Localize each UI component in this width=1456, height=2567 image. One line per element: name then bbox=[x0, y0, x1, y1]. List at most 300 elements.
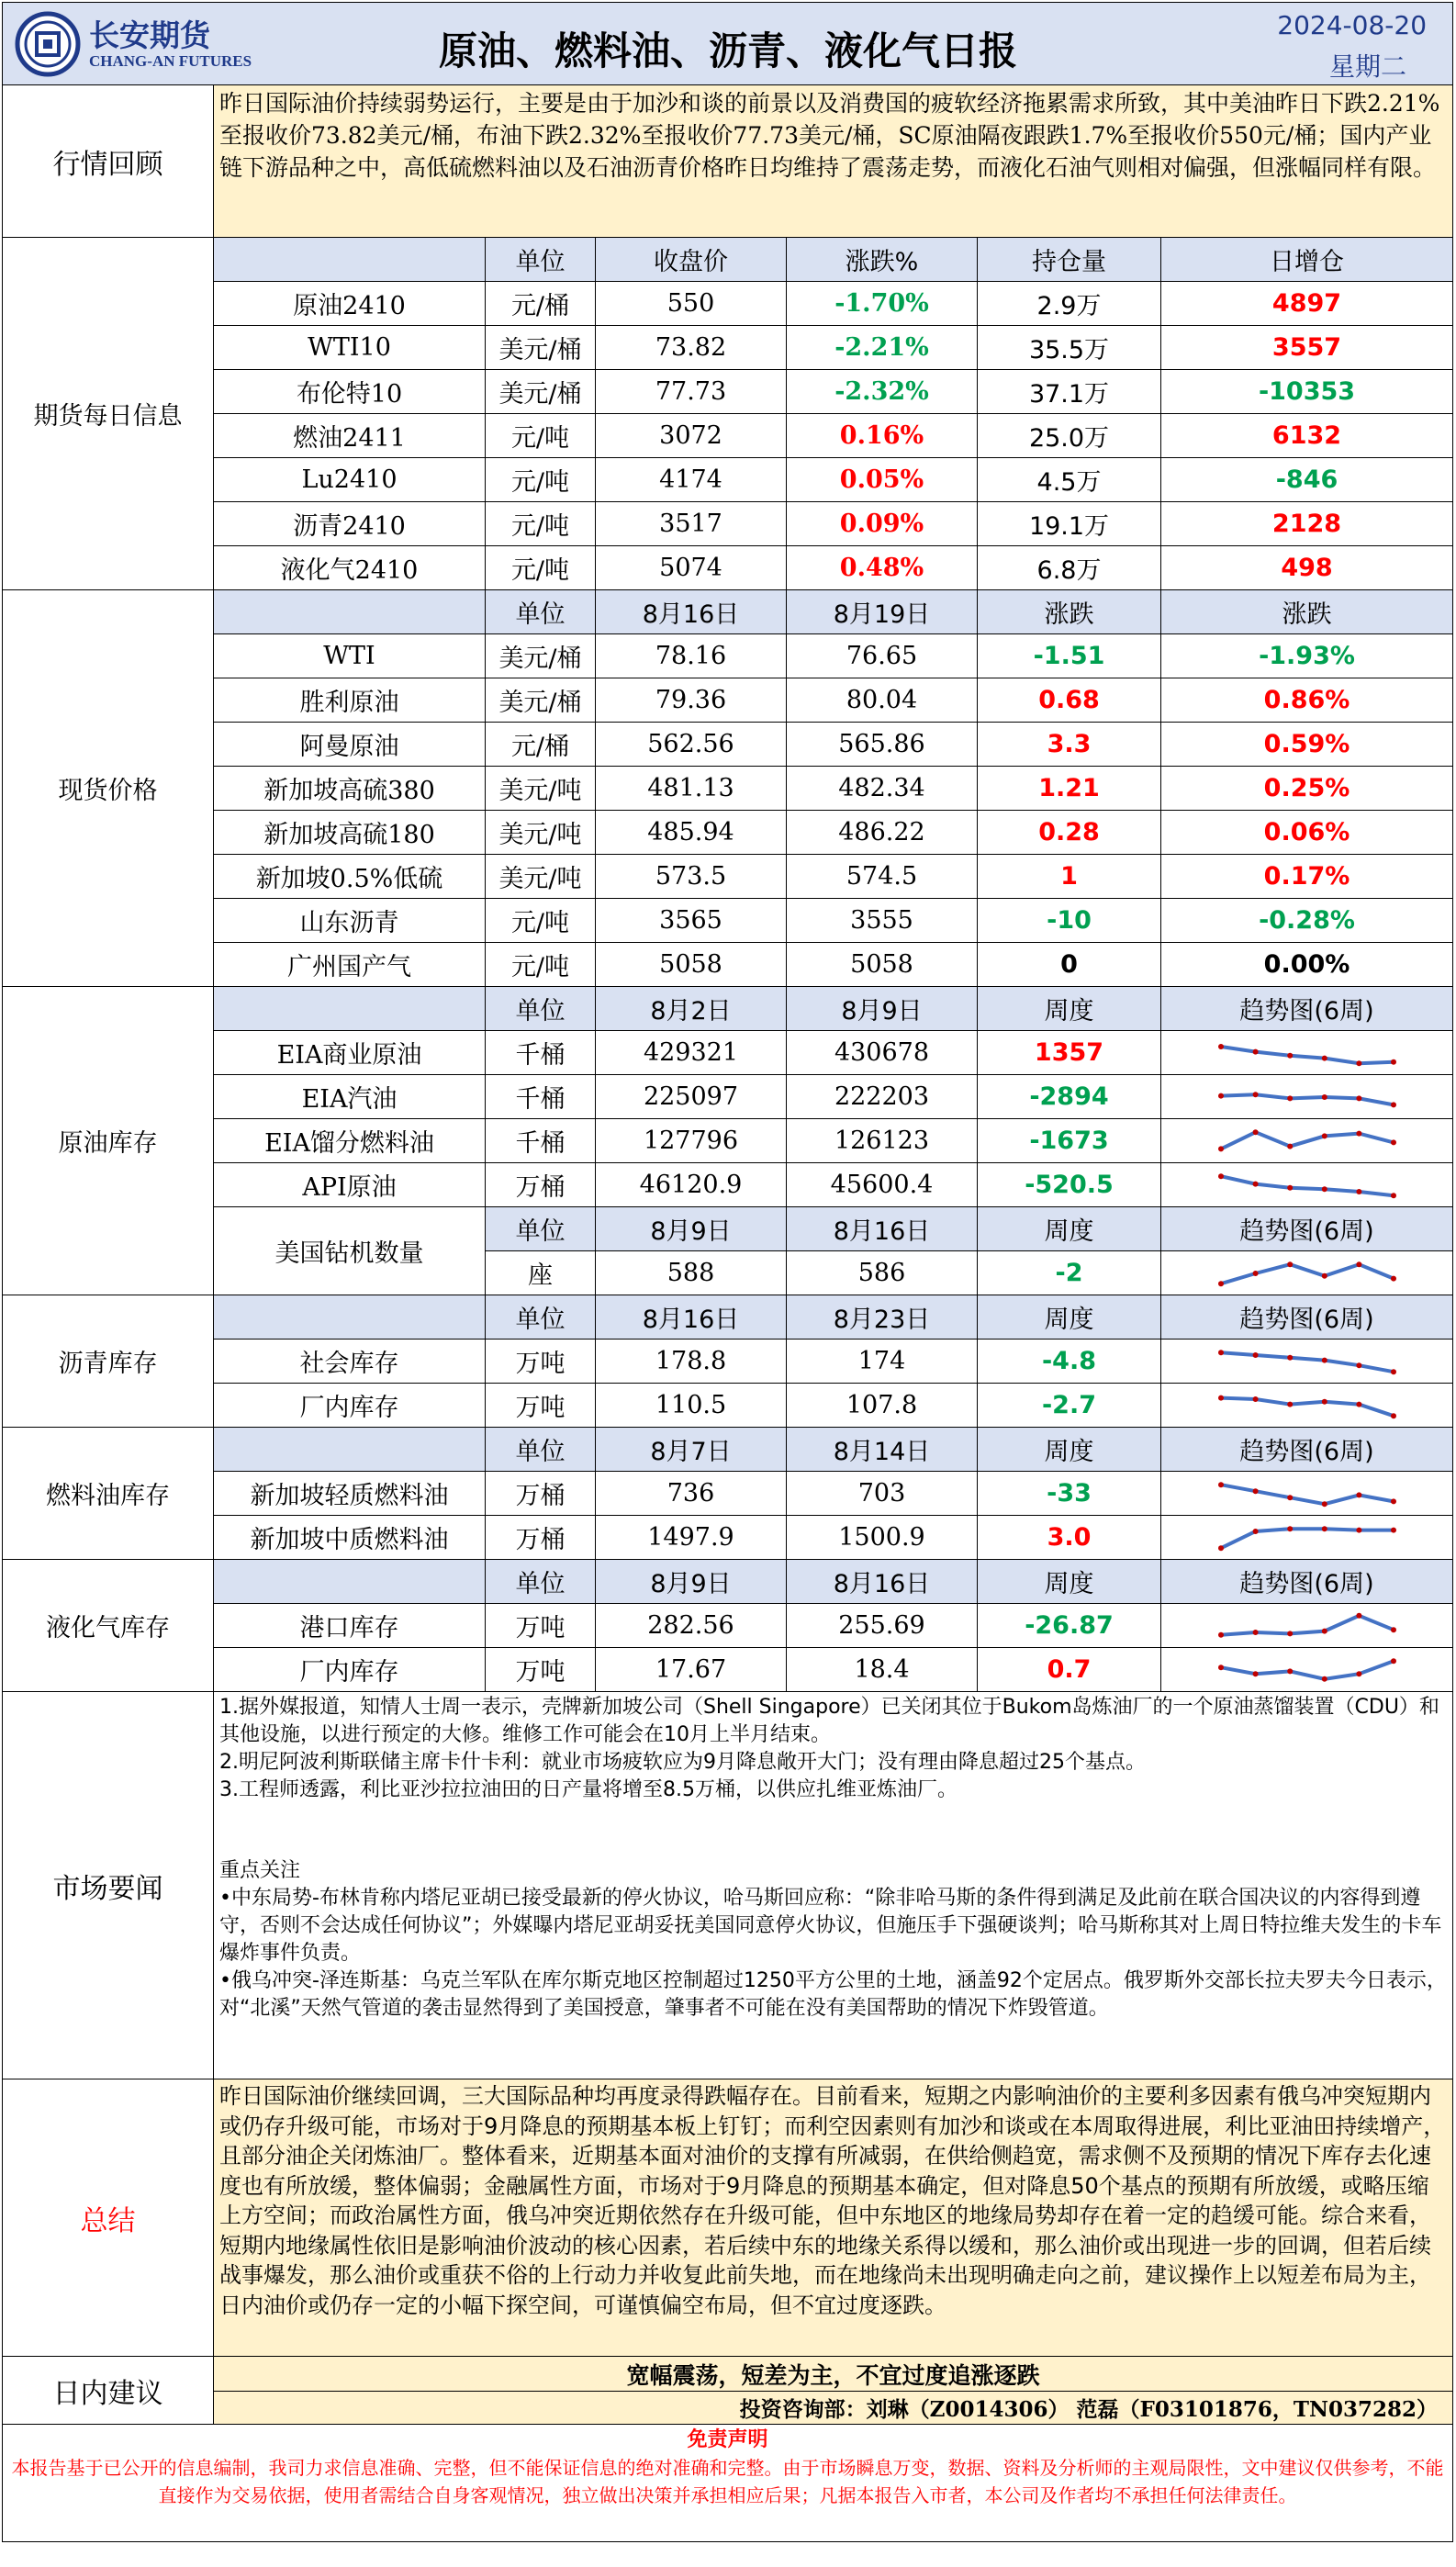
unit-cell: 元/吨 bbox=[486, 899, 596, 943]
trend-point bbox=[1252, 1488, 1258, 1494]
col-header: 趋势图(6周) bbox=[1161, 1560, 1453, 1604]
curr-value: 174 bbox=[787, 1340, 978, 1384]
focus-item: •俄乌冲突-泽连斯基：乌克兰军队在库尔斯克地区控制超过1250平方公里的土地，涵盖92个定居点。俄罗斯外交部长拉夫罗夫今日表示，对“北溪”天然气管道的袭击显然得到了美国授意，肇事者不可能在没有美国帮助的情况下炸毁管道。 bbox=[219, 1969, 1447, 2020]
trend-point bbox=[1252, 1271, 1258, 1276]
trend-point bbox=[1356, 1261, 1361, 1267]
col-header: 8月16日 bbox=[787, 1560, 978, 1604]
trend-point bbox=[1391, 1369, 1396, 1374]
summary-row bbox=[3, 2079, 1453, 2357]
trend-line bbox=[1221, 1094, 1394, 1104]
product-name: 阿曼原油 bbox=[214, 723, 486, 767]
prev-price: 573.5 bbox=[596, 855, 787, 899]
curr-value: 430678 bbox=[787, 1031, 978, 1075]
futures-row bbox=[3, 458, 1453, 502]
curr-price: 574.5 bbox=[787, 855, 978, 899]
inventory-row bbox=[3, 1472, 1453, 1516]
trend-point bbox=[1218, 1545, 1224, 1551]
col-header: 趋势图(6周) bbox=[1161, 987, 1453, 1031]
change-pct: -2.21% bbox=[787, 326, 978, 370]
prev-value: 282.56 bbox=[596, 1604, 787, 1648]
open-interest: 25.0万 bbox=[978, 414, 1161, 458]
inventory-row bbox=[3, 1031, 1453, 1075]
col-header: 单位 bbox=[486, 590, 596, 634]
spot-row bbox=[3, 899, 1453, 943]
trend-point bbox=[1218, 1281, 1224, 1286]
col-header: 收盘价 bbox=[596, 238, 787, 282]
trend-point bbox=[1287, 1261, 1293, 1267]
trend-point bbox=[1321, 1526, 1327, 1531]
inventory-row bbox=[3, 1516, 1453, 1560]
trend-point bbox=[1287, 1631, 1293, 1636]
asphalt-inv-label: 沥青库存 bbox=[3, 1295, 214, 1428]
trend-point bbox=[1391, 1627, 1396, 1632]
curr-value: 1500.9 bbox=[787, 1516, 978, 1560]
price-change-pct: 0.86% bbox=[1161, 678, 1453, 723]
trend-point bbox=[1218, 1146, 1224, 1151]
trend-point bbox=[1287, 1495, 1293, 1500]
col-header: 8月23日 bbox=[787, 1295, 978, 1340]
crude-inv-header bbox=[3, 987, 1453, 1031]
curr-value: 107.8 bbox=[787, 1384, 978, 1428]
col-header: 单位 bbox=[486, 1207, 596, 1251]
unit-cell: 美元/桶 bbox=[486, 326, 596, 370]
open-interest: 6.8万 bbox=[978, 546, 1161, 590]
trend-point bbox=[1218, 1350, 1224, 1355]
advice-row bbox=[3, 2357, 1453, 2392]
col-header: 8月19日 bbox=[787, 590, 978, 634]
product-name: 新加坡高硫180 bbox=[214, 811, 486, 855]
trend-point bbox=[1287, 1143, 1293, 1149]
trend-chart bbox=[1161, 1251, 1453, 1295]
col-header: 单位 bbox=[486, 238, 596, 282]
unit-cell: 千桶 bbox=[486, 1031, 596, 1075]
prev-value: 225097 bbox=[596, 1075, 787, 1119]
contract-name: WTI10 bbox=[214, 326, 486, 370]
daily-report bbox=[2, 2, 1452, 2563]
asphalt-inv-header bbox=[3, 1295, 1453, 1340]
focus-item: •中东局势-布林肯称内塔尼亚胡已接受最新的停火协议，哈马斯回应称：“除非哈马斯的条件得到满足及此前在联合国决议的内容得到遵守，否则不会达成任何协议”；外媒曝内塔尼亚胡妥抚美国同意停火协议，但施压手下强硬谈判；哈马斯称其对上周日特拉维夫发生的卡车爆炸事件负责。 bbox=[219, 1887, 1442, 1965]
trend-point bbox=[1356, 1671, 1361, 1676]
contract-name: Lu2410 bbox=[214, 458, 486, 502]
open-interest: 19.1万 bbox=[978, 502, 1161, 546]
price-change: 3.3 bbox=[978, 723, 1161, 767]
oi-change: -846 bbox=[1161, 458, 1453, 502]
trend-point bbox=[1252, 1396, 1258, 1402]
trend-chart bbox=[1161, 1119, 1453, 1163]
logo-icon bbox=[14, 10, 82, 78]
curr-value: 222203 bbox=[787, 1075, 978, 1119]
news-item: 2.明尼阿波利斯联储主席卡什卡利：就业市场疲软应为9月降息敞开大门；没有理由降息超过25个基点。 bbox=[219, 1751, 1146, 1774]
inventory-name: 社会库存 bbox=[214, 1340, 486, 1384]
trend-point bbox=[1321, 1133, 1327, 1138]
prev-value: 127796 bbox=[596, 1119, 787, 1163]
col-header: 持仓量 bbox=[978, 238, 1161, 282]
unit-cell: 元/吨 bbox=[486, 414, 596, 458]
trend-point bbox=[1391, 1139, 1396, 1145]
trend-sparkline bbox=[1215, 1608, 1399, 1644]
curr-price: 486.22 bbox=[787, 811, 978, 855]
header-row bbox=[3, 3, 1453, 85]
col-header: 周度 bbox=[978, 1428, 1161, 1472]
fo-inv-header bbox=[3, 1428, 1453, 1472]
trend-point bbox=[1391, 1275, 1396, 1281]
change-pct: -2.32% bbox=[787, 370, 978, 414]
inventory-row bbox=[3, 1163, 1453, 1207]
prev-price: 5058 bbox=[596, 943, 787, 987]
trend-point bbox=[1287, 1184, 1293, 1190]
col-header: 趋势图(6周) bbox=[1161, 1295, 1453, 1340]
weekly-change: -520.5 bbox=[978, 1163, 1161, 1207]
trend-point bbox=[1391, 1059, 1396, 1064]
summary-text: 昨日国际油价继续回调，三大国际品种均再度录得跌幅存在。目前看来，短期之内影响油价的主要利多因素有俄乌冲突短期内或仍存升级可能，市场对于9月降息的预期基本板上钉钉；而利空因素则有加沙和谈或在本周取得进展，利比亚油田持续增产，且部分油企关闭炼油厂。整体看来，近期基本面对油价的支撑有所减弱，在供给侧趋宽，需求侧不及预期的情况下库存去化速度也有所放缓，整体偏弱；金融属性方面，市场对于9月降息的预期基本确定，但对降息50个基点的预期有所放缓，或略压缩上方空间；而政治属性方面，俄乌冲突近期依然存在升级可能，但中东地区的地缘局势却存在着一定的趋缓可能。综合来看，短期内地缘属性依旧是影响油价波动的核心因素，若后续中东的地缘关系得以缓和，那么油价或出现进一步的回调，但若后续战事爆发，那么油价或重获不俗的上行动力并收复此前失地，而在地缘尚未出现明确走向之前，建议操作上以短差布局为主，日内油价或仍存一定的小幅下探空间，可谨慎偏空布局，但不宜过度逐跌。 bbox=[214, 2079, 1453, 2357]
col-header: 涨跌% bbox=[787, 238, 978, 282]
inventory-name: 港口库存 bbox=[214, 1604, 486, 1648]
close-price: 5074 bbox=[596, 546, 787, 590]
news-content bbox=[214, 1692, 1453, 2079]
oi-change: 3557 bbox=[1161, 326, 1453, 370]
fo-inv-label: 燃料油库存 bbox=[3, 1428, 214, 1560]
change-pct: 0.16% bbox=[787, 414, 978, 458]
prev-price: 3565 bbox=[596, 899, 787, 943]
trend-point bbox=[1287, 1052, 1293, 1058]
trend-line bbox=[1221, 1661, 1394, 1679]
spot-row bbox=[3, 678, 1453, 723]
trend-point bbox=[1356, 1401, 1361, 1407]
trend-point bbox=[1356, 1362, 1361, 1368]
unit-cell: 元/吨 bbox=[486, 502, 596, 546]
trend-chart bbox=[1161, 1031, 1453, 1075]
inventory-name: EIA商业原油 bbox=[214, 1031, 486, 1075]
price-change-pct: 0.06% bbox=[1161, 811, 1453, 855]
curr-value: 126123 bbox=[787, 1119, 978, 1163]
spot-section bbox=[3, 590, 1453, 987]
trend-point bbox=[1252, 1048, 1258, 1054]
open-interest: 37.1万 bbox=[978, 370, 1161, 414]
trend-line bbox=[1221, 1529, 1394, 1548]
trend-point bbox=[1391, 1193, 1396, 1198]
unit-cell: 美元/吨 bbox=[486, 767, 596, 811]
price-change-pct: 0.17% bbox=[1161, 855, 1453, 899]
trend-line bbox=[1221, 1397, 1394, 1416]
spot-header bbox=[3, 590, 1453, 634]
trend-line bbox=[1221, 1352, 1394, 1372]
unit-cell: 美元/桶 bbox=[486, 678, 596, 723]
unit-cell: 元/吨 bbox=[486, 546, 596, 590]
spot-row bbox=[3, 723, 1453, 767]
trend-line bbox=[1221, 1132, 1394, 1149]
trend-point bbox=[1218, 1395, 1224, 1400]
trend-point bbox=[1252, 1129, 1258, 1135]
product-name: 广州国产气 bbox=[214, 943, 486, 987]
col-header: 8月16日 bbox=[596, 1295, 787, 1340]
curr-value: 45600.4 bbox=[787, 1163, 978, 1207]
prev-value: 429321 bbox=[596, 1031, 787, 1075]
trend-sparkline bbox=[1215, 1123, 1399, 1160]
col-header: 周度 bbox=[978, 987, 1161, 1031]
unit-cell: 万桶 bbox=[486, 1472, 596, 1516]
unit-cell: 元/桶 bbox=[486, 282, 596, 326]
trend-point bbox=[1356, 1189, 1361, 1194]
prev-value: 110.5 bbox=[596, 1384, 787, 1428]
trend-point bbox=[1356, 1130, 1361, 1136]
inventory-name: 新加坡轻质燃料油 bbox=[214, 1472, 486, 1516]
inventory-row bbox=[3, 1075, 1453, 1119]
unit-cell: 万吨 bbox=[486, 1340, 596, 1384]
col-header: 日增仓 bbox=[1161, 238, 1453, 282]
contract-name: 沥青2410 bbox=[214, 502, 486, 546]
inventory-name: 新加坡中质燃料油 bbox=[214, 1516, 486, 1560]
fo-inv-name-header bbox=[214, 1428, 486, 1472]
news-label: 市场要闻 bbox=[3, 1692, 214, 2079]
trend-line bbox=[1221, 1615, 1394, 1634]
col-header: 涨跌 bbox=[1161, 590, 1453, 634]
open-interest: 35.5万 bbox=[978, 326, 1161, 370]
inventory-row bbox=[3, 1340, 1453, 1384]
trend-chart bbox=[1161, 1648, 1453, 1692]
report-date: 2024-08-20 bbox=[1277, 10, 1428, 40]
trend-point bbox=[1356, 1060, 1361, 1066]
trend-chart bbox=[1161, 1472, 1453, 1516]
crude-inv-label: 原油库存 bbox=[3, 987, 214, 1295]
unit-cell: 万吨 bbox=[486, 1604, 596, 1648]
prev-value: 17.67 bbox=[596, 1648, 787, 1692]
change-pct: 0.05% bbox=[787, 458, 978, 502]
col-header: 单位 bbox=[486, 1295, 596, 1340]
oi-change: 2128 bbox=[1161, 502, 1453, 546]
trend-point bbox=[1252, 1529, 1258, 1534]
close-price: 4174 bbox=[596, 458, 787, 502]
unit-cell: 万吨 bbox=[486, 1648, 596, 1692]
fueloil-inventory-section bbox=[3, 1428, 1453, 1560]
unit-cell: 座 bbox=[486, 1251, 596, 1295]
close-price: 3517 bbox=[596, 502, 787, 546]
trend-point bbox=[1252, 1092, 1258, 1097]
prev-price: 79.36 bbox=[596, 678, 787, 723]
col-header: 单位 bbox=[486, 1428, 596, 1472]
col-header: 趋势图(6周) bbox=[1161, 1428, 1453, 1472]
summary-label: 总结 bbox=[3, 2079, 214, 2357]
trend-point bbox=[1287, 1095, 1293, 1101]
trend-sparkline bbox=[1215, 1519, 1399, 1556]
trend-sparkline bbox=[1215, 1652, 1399, 1688]
news-row bbox=[3, 1692, 1453, 2079]
futures-row bbox=[3, 326, 1453, 370]
spot-row bbox=[3, 811, 1453, 855]
inventory-row bbox=[3, 1604, 1453, 1648]
review-row bbox=[3, 85, 1453, 238]
spot-row bbox=[3, 767, 1453, 811]
trend-point bbox=[1218, 1665, 1224, 1670]
trend-line bbox=[1221, 1176, 1394, 1195]
trend-sparkline bbox=[1215, 1387, 1399, 1424]
report-weekday: 星期二 bbox=[1329, 51, 1407, 82]
col-header: 周度 bbox=[978, 1207, 1161, 1251]
unit-cell: 美元/桶 bbox=[486, 634, 596, 678]
lpg-inv-label: 液化气库存 bbox=[3, 1560, 214, 1692]
unit-cell: 千桶 bbox=[486, 1119, 596, 1163]
prev-value: 46120.9 bbox=[596, 1163, 787, 1207]
lpg-inv-header bbox=[3, 1560, 1453, 1604]
trend-point bbox=[1391, 1498, 1396, 1504]
trend-point bbox=[1218, 1044, 1224, 1049]
company-name-cn: 长安期货 bbox=[89, 17, 210, 53]
futures-header bbox=[3, 238, 1453, 282]
trend-point bbox=[1356, 1612, 1361, 1618]
curr-value: 18.4 bbox=[787, 1648, 978, 1692]
weekly-change: -2894 bbox=[978, 1075, 1161, 1119]
disclaimer bbox=[3, 2425, 1453, 2542]
oi-change: 498 bbox=[1161, 546, 1453, 590]
contract-name: 燃油2411 bbox=[214, 414, 486, 458]
trend-chart bbox=[1161, 1516, 1453, 1560]
col-header: 8月14日 bbox=[787, 1428, 978, 1472]
price-change-pct: 0.25% bbox=[1161, 767, 1453, 811]
weekly-change: 3.0 bbox=[978, 1516, 1161, 1560]
futures-label: 期货每日信息 bbox=[3, 238, 214, 590]
prev-price: 562.56 bbox=[596, 723, 787, 767]
company-logo bbox=[14, 10, 262, 78]
col-header: 涨跌 bbox=[978, 590, 1161, 634]
weekly-change: 0.7 bbox=[978, 1648, 1161, 1692]
company-name-en: CHANG-AN FUTURES bbox=[89, 52, 252, 70]
trend-chart bbox=[1161, 1384, 1453, 1428]
change-pct: 0.48% bbox=[787, 546, 978, 590]
product-name: 山东沥青 bbox=[214, 899, 486, 943]
col-header: 周度 bbox=[978, 1295, 1161, 1340]
focus-title: 重点关注 bbox=[219, 1859, 301, 1882]
col-header: 8月16日 bbox=[787, 1207, 978, 1251]
futures-row bbox=[3, 546, 1453, 590]
trend-sparkline bbox=[1215, 1343, 1399, 1380]
change-pct: 0.09% bbox=[787, 502, 978, 546]
curr-price: 80.04 bbox=[787, 678, 978, 723]
trend-point bbox=[1218, 1482, 1224, 1487]
curr-price: 565.86 bbox=[787, 723, 978, 767]
unit-cell: 万吨 bbox=[486, 1384, 596, 1428]
open-interest: 2.9万 bbox=[978, 282, 1161, 326]
price-change-pct: -1.93% bbox=[1161, 634, 1453, 678]
weekly-change: -2.7 bbox=[978, 1384, 1161, 1428]
prev-value: 1497.9 bbox=[596, 1516, 787, 1560]
trend-line bbox=[1221, 1047, 1394, 1063]
spot-row bbox=[3, 855, 1453, 899]
spot-row bbox=[3, 943, 1453, 987]
futures-section bbox=[3, 238, 1453, 590]
curr-value: 255.69 bbox=[787, 1604, 978, 1648]
trend-chart bbox=[1161, 1604, 1453, 1648]
prev-price: 481.13 bbox=[596, 767, 787, 811]
trend-point bbox=[1252, 1181, 1258, 1186]
price-change: -10 bbox=[978, 899, 1161, 943]
rig-count-name: 美国钻机数量 bbox=[214, 1207, 486, 1295]
close-price: 73.82 bbox=[596, 326, 787, 370]
trend-point bbox=[1218, 1173, 1224, 1179]
inventory-name: API原油 bbox=[214, 1163, 486, 1207]
unit-cell: 千桶 bbox=[486, 1075, 596, 1119]
inventory-row bbox=[3, 1648, 1453, 1692]
close-price: 77.73 bbox=[596, 370, 787, 414]
lpg-inventory-section bbox=[3, 1560, 1453, 1692]
trend-point bbox=[1252, 1352, 1258, 1358]
trend-point bbox=[1287, 1401, 1293, 1407]
curr-value: 586 bbox=[787, 1251, 978, 1295]
rig-header-row bbox=[3, 1207, 1453, 1251]
trend-point bbox=[1321, 1676, 1327, 1681]
disclaimer-row bbox=[3, 2425, 1453, 2542]
trend-point bbox=[1321, 1094, 1327, 1100]
asphalt-inventory-section bbox=[3, 1295, 1453, 1428]
trend-point bbox=[1391, 1527, 1396, 1532]
inventory-name: 厂内库存 bbox=[214, 1384, 486, 1428]
consultant-row bbox=[3, 2392, 1453, 2425]
trend-line bbox=[1221, 1485, 1394, 1504]
unit-cell: 元/桶 bbox=[486, 723, 596, 767]
trend-sparkline bbox=[1215, 1079, 1399, 1115]
price-change-pct: 0.59% bbox=[1161, 723, 1453, 767]
inventory-name: EIA馏分燃料油 bbox=[214, 1119, 486, 1163]
oi-change: 4897 bbox=[1161, 282, 1453, 326]
unit-cell: 万桶 bbox=[486, 1516, 596, 1560]
col-header: 周度 bbox=[978, 1560, 1161, 1604]
trend-sparkline bbox=[1215, 1167, 1399, 1204]
trend-point bbox=[1252, 1630, 1258, 1635]
trend-point bbox=[1391, 1658, 1396, 1664]
review-text: 昨日国际油价持续弱势运行，主要是由于加沙和谈的前景以及消费国的疲软经济拖累需求所致，其中美油昨日下跌2.21%至报收价73.82美元/桶，布油下跌2.32%至报收价77.73美元/桶，SC原油隔夜跟跌1.7%至报收价550元/桶；国内产业链下游品种之中，高低硫燃料油以及石油沥青价格昨日均维持了震荡走势，而液化石油气则相对偏强，但涨幅同样有限。 bbox=[214, 85, 1453, 238]
advice-text: 宽幅震荡，短差为主，不宜过度追涨逐跌 bbox=[214, 2357, 1453, 2392]
curr-value: 703 bbox=[787, 1472, 978, 1516]
price-change-pct: 0.00% bbox=[1161, 943, 1453, 987]
contract-name: 原油2410 bbox=[214, 282, 486, 326]
trend-point bbox=[1391, 1413, 1396, 1418]
spot-row bbox=[3, 634, 1453, 678]
unit-cell: 万桶 bbox=[486, 1163, 596, 1207]
inventory-name: 厂内库存 bbox=[214, 1648, 486, 1692]
price-change: 0.28 bbox=[978, 811, 1161, 855]
change-pct: -1.70% bbox=[787, 282, 978, 326]
price-change-pct: -0.28% bbox=[1161, 899, 1453, 943]
prev-price: 78.16 bbox=[596, 634, 787, 678]
trend-point bbox=[1321, 1628, 1327, 1633]
product-name: 胜利原油 bbox=[214, 678, 486, 723]
disclaimer-text: 本报告基于已公开的信息编制，我司力求信息准确、完整，但不能保证信息的绝对准确和完整。由于市场瞬息万变，数据、资料及分析师的主观局限性，文中建议仅供参考，不能直接作为交易依据，使用者需结合自身客观情况，独立做出决策并承担相应后果；凡据本报告入市者，本公司及作者均不承担任何法律责任。 bbox=[11, 2457, 1444, 2506]
oi-change: 6132 bbox=[1161, 414, 1453, 458]
trend-point bbox=[1391, 1102, 1396, 1107]
report-title: 原油、燃料油、沥青、液化气日报 bbox=[438, 28, 1017, 73]
col-header: 8月9日 bbox=[787, 987, 978, 1031]
trend-sparkline bbox=[1215, 1035, 1399, 1071]
weekly-change: -4.8 bbox=[978, 1340, 1161, 1384]
price-change: -1.51 bbox=[978, 634, 1161, 678]
futures-row bbox=[3, 502, 1453, 546]
spot-label: 现货价格 bbox=[3, 590, 214, 987]
price-change: 1.21 bbox=[978, 767, 1161, 811]
col-header: 单位 bbox=[486, 1560, 596, 1604]
col-header: 8月16日 bbox=[596, 590, 787, 634]
weekly-change: -2 bbox=[978, 1251, 1161, 1295]
consultant-info: 投资咨询部：刘琳（Z0014306） 范磊（F03101876，TN037282） bbox=[214, 2392, 1453, 2425]
contract-name: 布伦特10 bbox=[214, 370, 486, 414]
futures-row bbox=[3, 370, 1453, 414]
news-item: 3.工程师透露，利比亚沙拉拉油田的日产量将增至8.5万桶，以供应扎维亚炼油厂。 bbox=[219, 1778, 958, 1801]
trend-chart bbox=[1161, 1075, 1453, 1119]
trend-sparkline bbox=[1215, 1475, 1399, 1512]
trend-point bbox=[1356, 1527, 1361, 1532]
trend-point bbox=[1321, 1357, 1327, 1362]
asphalt-inv-name-header bbox=[214, 1295, 486, 1340]
unit-cell: 元/吨 bbox=[486, 458, 596, 502]
trend-point bbox=[1252, 1671, 1258, 1676]
crude-inventory-section bbox=[3, 987, 1453, 1295]
